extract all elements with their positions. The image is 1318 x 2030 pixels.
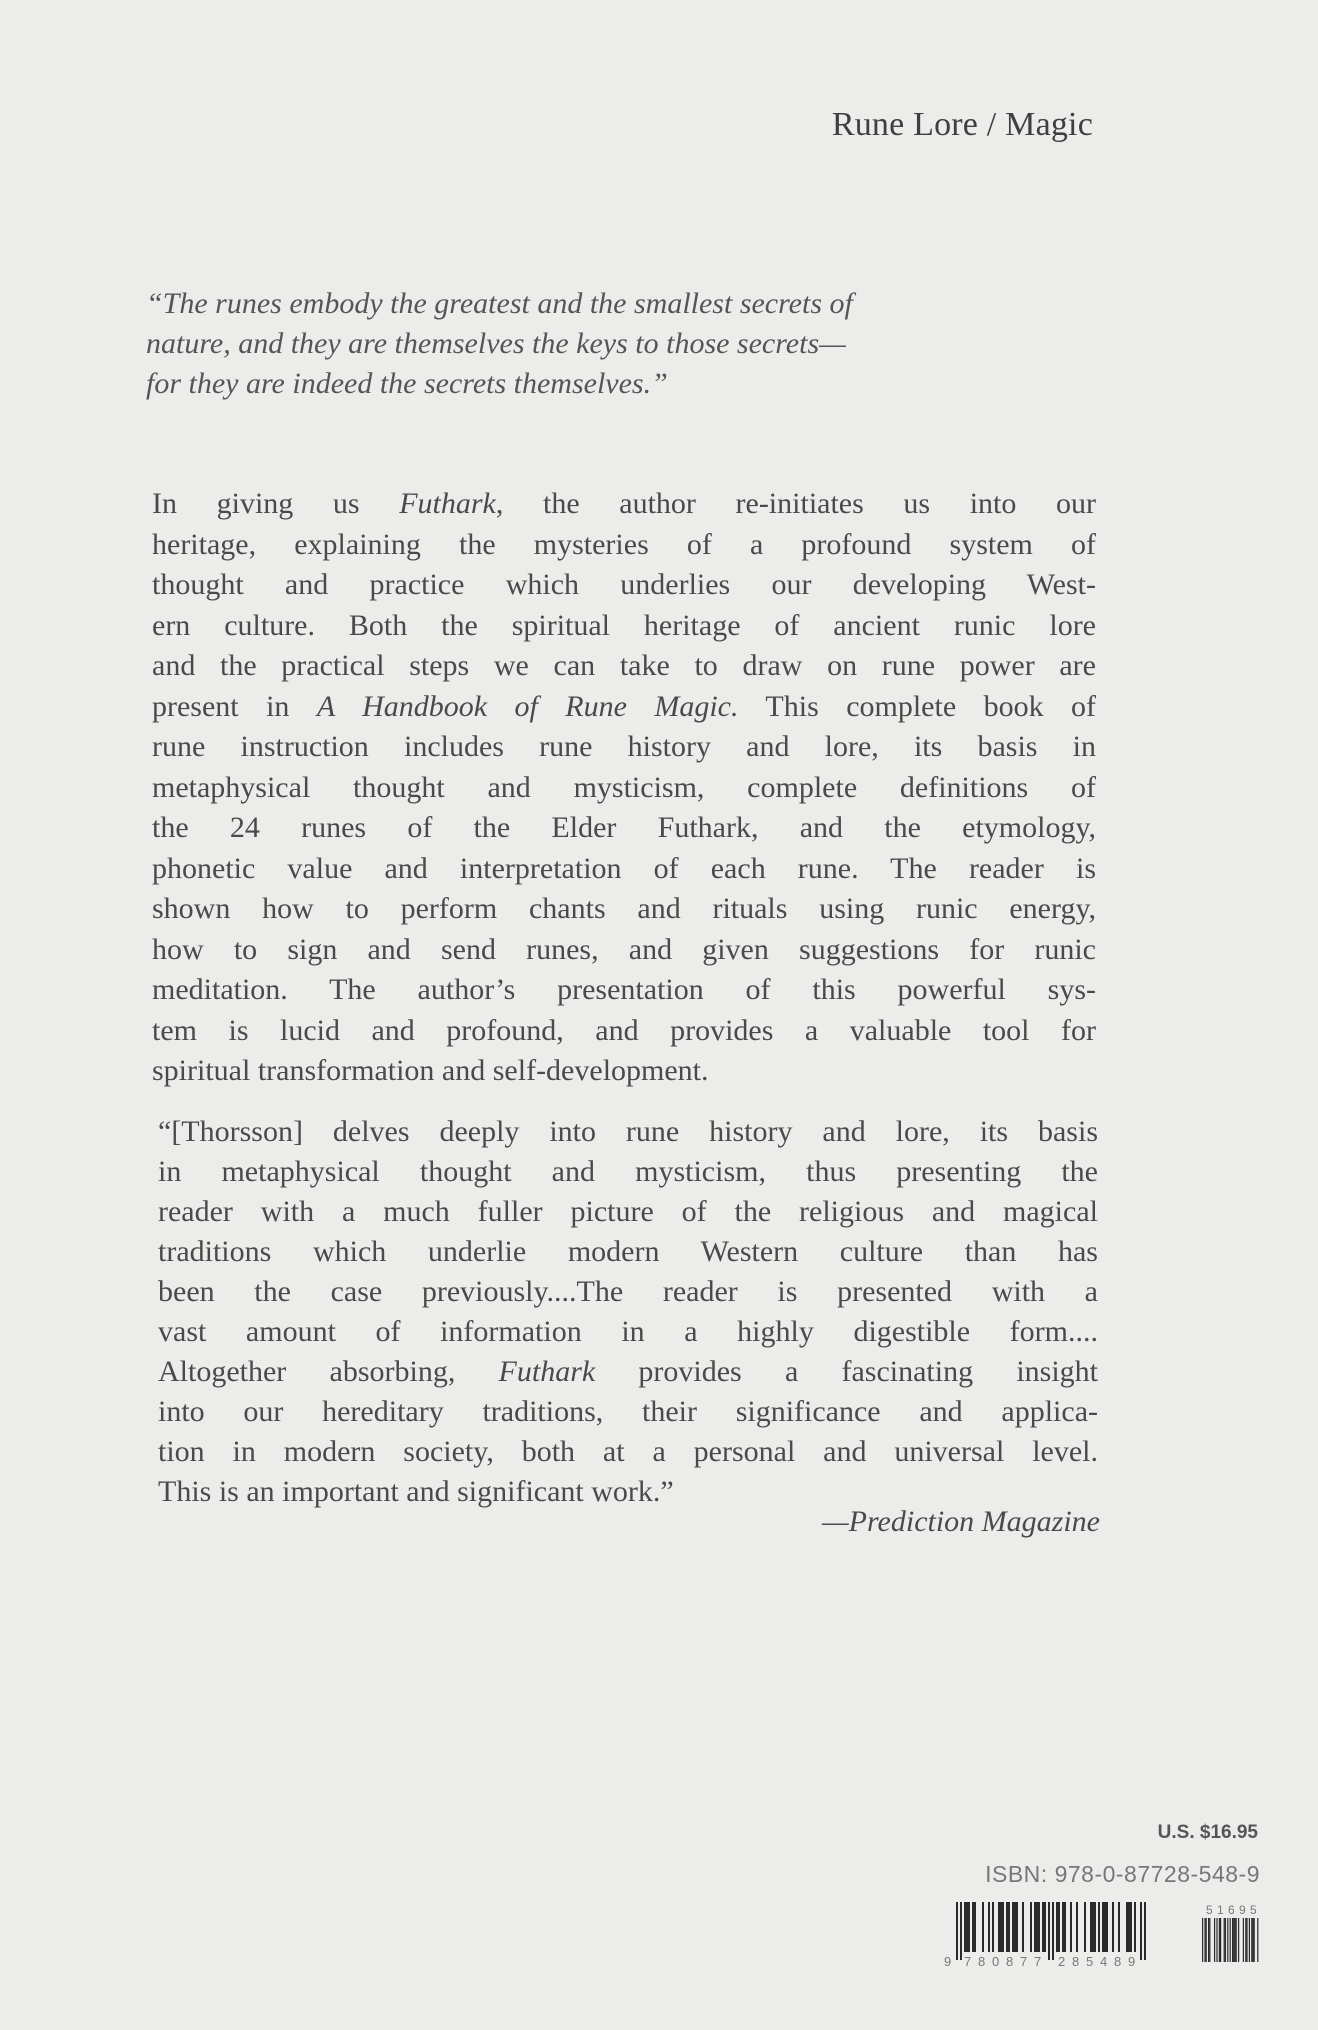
- text-line: rune instruction includes rune history and lore, its basis in: [152, 730, 1096, 763]
- barcode-bar: [1022, 1902, 1024, 1952]
- barcode-bar: [1052, 1902, 1054, 1960]
- barcode-bar: [1118, 1902, 1120, 1952]
- barcode-bar: [1128, 1902, 1130, 1952]
- text-line: reader with a much fuller picture of the religious and magical: [158, 1195, 1098, 1228]
- barcode-digit: 2: [1058, 1954, 1066, 1969]
- text-line: traditions which underlie modern Western culture than has: [158, 1235, 1098, 1268]
- barcode-bar: [1034, 1902, 1036, 1952]
- barcode-bar: [1038, 1902, 1040, 1952]
- barcode-bar: [1140, 1902, 1142, 1960]
- barcode-digit: 7: [964, 1954, 972, 1969]
- text-line: how to sign and send runes, and given suggestions for runic: [152, 932, 1096, 966]
- addon-bar: [1249, 1918, 1250, 1962]
- text-line: in metaphysical thought and mysticism, thus presenting the: [158, 1155, 1098, 1188]
- barcode-bar: [1012, 1902, 1014, 1952]
- text-line: metaphysical thought and mysticism, complete definitions of: [152, 770, 1096, 804]
- addon-bar: [1227, 1918, 1228, 1962]
- barcode-digit: 8: [978, 1954, 986, 1969]
- addon-bar: [1225, 1918, 1226, 1962]
- barcode-digit: 0: [992, 1954, 1000, 1969]
- italic-title: Futhark: [399, 487, 496, 520]
- text-line: In giving us Futhark, the author re-initiates us into our: [152, 487, 1096, 520]
- isbn-label: ISBN: 978-0-87728-548-9: [985, 1861, 1260, 1887]
- addon-bar: [1252, 1918, 1253, 1962]
- text-line: Altogether absorbing, Futhark provides a fascinating insight: [158, 1355, 1098, 1388]
- barcode-bar: [998, 1902, 1000, 1952]
- isbn-barcode: [944, 1900, 1264, 1970]
- barcode-bar: [1084, 1902, 1086, 1952]
- text-line: spiritual transformation and self-development.: [152, 1054, 709, 1087]
- addon-bar: [1232, 1918, 1233, 1962]
- barcode-bar: [1112, 1902, 1114, 1952]
- text-line: ern culture. Both the spiritual heritage of ancient runic lore: [152, 608, 1096, 642]
- addon-bar: [1216, 1918, 1217, 1962]
- text-line: and the practical steps we can take to draw on rune power are: [152, 649, 1096, 682]
- review-attribution: —Prediction Magazine: [821, 1505, 1100, 1538]
- barcode-bar: [1090, 1902, 1092, 1952]
- addon-bar: [1257, 1918, 1258, 1962]
- barcode-digit: 1: [1217, 1903, 1224, 1917]
- addon-bar: [1245, 1918, 1246, 1962]
- barcode-bar: [968, 1902, 970, 1952]
- text-line: This is an important and significant work.”: [158, 1475, 674, 1508]
- barcode-digit: 9: [1239, 1903, 1246, 1917]
- barcode-bar: [1134, 1902, 1136, 1952]
- text-line: phonetic value and interpretation of each rune. The reader is: [152, 851, 1096, 885]
- barcode-bar: [960, 1902, 962, 1960]
- addon-bar: [1254, 1918, 1255, 1962]
- barcode-bar: [1008, 1902, 1010, 1952]
- epigraph-line: “The runes embody the greatest and the smallest secrets of: [146, 287, 853, 320]
- text-line: meditation. The author’s presentation of this powerful sys-: [152, 973, 1096, 1006]
- barcode-digit: 4: [1100, 1954, 1108, 1969]
- addon-bar: [1238, 1918, 1239, 1962]
- addon-bar: [1251, 1918, 1252, 1962]
- text-line: the 24 runes of the Elder Futhark, and the etymology,: [152, 811, 1096, 844]
- barcode-digit: 5: [1250, 1903, 1257, 1917]
- barcode-bar: [1006, 1902, 1008, 1952]
- barcode-digit: 5: [1086, 1954, 1094, 1969]
- barcode-bar: [1062, 1902, 1064, 1952]
- barcode-bar: [1070, 1902, 1072, 1952]
- epigraph-quote: [146, 284, 1106, 404]
- text-line: tion in modern society, both at a personal and universal level.: [158, 1435, 1098, 1468]
- barcode-bar: [1048, 1902, 1050, 1960]
- text-line: shown how to perform chants and rituals using runic energy,: [152, 892, 1096, 925]
- barcode-digit: 7: [1034, 1954, 1042, 1969]
- barcode-bar: [1044, 1902, 1046, 1952]
- text-line: present in A Handbook of Rune Magic. This complete book of: [152, 689, 1097, 723]
- barcode-bar: [1106, 1902, 1108, 1952]
- addon-bar: [1220, 1918, 1221, 1962]
- barcode-bar: [1076, 1902, 1078, 1952]
- barcode-bar: [964, 1902, 966, 1952]
- text-line: “[Thorsson] delves deeply into rune history and lore, its basis: [158, 1115, 1098, 1148]
- italic-title: A Handbook of Rune Magic.: [316, 689, 739, 723]
- barcode-digit: 8: [1006, 1954, 1014, 1969]
- barcode-bar: [988, 1902, 990, 1952]
- text-line: thought and practice which underlies our developing West-: [152, 568, 1096, 601]
- barcode-bar: [1002, 1902, 1004, 1952]
- barcode-bar: [1016, 1902, 1018, 1952]
- barcode-digit: 7: [1020, 1954, 1028, 1969]
- barcode-bar: [1094, 1902, 1096, 1952]
- addon-bar: [1219, 1918, 1220, 1962]
- addon-bar: [1236, 1918, 1237, 1962]
- addon-bar: [1204, 1918, 1205, 1962]
- addon-bar: [1209, 1918, 1210, 1962]
- barcode-bar: [1092, 1902, 1094, 1952]
- barcode-bar: [956, 1902, 958, 1960]
- addon-bar: [1246, 1918, 1247, 1962]
- barcode-bar: [982, 1902, 984, 1952]
- text-line: been the case previously....The reader is presented with a: [158, 1275, 1098, 1308]
- addon-bar: [1202, 1918, 1203, 1962]
- barcode-bar: [1130, 1902, 1132, 1952]
- barcode-bar: [966, 1902, 968, 1952]
- barcode-digit: 6: [1228, 1903, 1235, 1917]
- barcode-digit: 8: [1072, 1954, 1080, 1969]
- text-line: into our hereditary traditions, their significance and applica-: [158, 1395, 1098, 1428]
- book-description: [152, 484, 1096, 1092]
- addon-bar: [1224, 1918, 1225, 1962]
- addon-bar: [1206, 1918, 1207, 1962]
- epigraph-line: for they are indeed the secrets themselves.”: [146, 367, 668, 400]
- barcode-digit: 9: [944, 1954, 952, 1969]
- text-line: heritage, explaining the mysteries of a profound system of: [152, 527, 1096, 561]
- barcode-bar: [1144, 1902, 1146, 1960]
- category-label: Rune Lore / Magic: [831, 106, 1093, 143]
- barcode-digit: 9: [1128, 1954, 1136, 1969]
- text-line: tem is lucid and profound, and provides a valuable tool for: [152, 1013, 1096, 1047]
- barcode-bar: [1014, 1902, 1016, 1952]
- barcode-bar: [992, 1902, 994, 1952]
- barcode-digit: 8: [1114, 1954, 1122, 1969]
- barcode-bar: [1030, 1902, 1032, 1952]
- addon-bar: [1234, 1918, 1235, 1962]
- epigraph-line: nature, and they are themselves the keys to those secrets—: [146, 327, 846, 360]
- barcode-bar: [1042, 1902, 1044, 1952]
- barcode-bar: [1104, 1902, 1106, 1952]
- barcode-bar: [1000, 1902, 1002, 1952]
- barcode-bar: [1036, 1902, 1038, 1952]
- addon-bar: [1214, 1918, 1215, 1962]
- barcode-bar: [1058, 1902, 1060, 1952]
- text-line: vast amount of information in a highly digestible form....: [158, 1315, 1098, 1348]
- barcode-bar: [972, 1902, 974, 1952]
- price-label: U.S. $16.95: [1157, 1822, 1258, 1843]
- barcode-bar: [1126, 1902, 1128, 1952]
- barcode-graphic: [944, 1900, 1264, 1970]
- barcode-bar: [1098, 1902, 1100, 1952]
- barcode-bar: [1064, 1902, 1066, 1952]
- addon-bar: [1233, 1918, 1234, 1962]
- addon-bar: [1230, 1918, 1231, 1962]
- italic-title: Futhark: [498, 1355, 596, 1388]
- review-quote: [158, 1112, 1098, 1512]
- barcode-bar: [1056, 1902, 1058, 1952]
- addon-bar: [1243, 1918, 1244, 1962]
- addon-bar: [1208, 1918, 1209, 1962]
- barcode-digit: 5: [1206, 1903, 1213, 1917]
- barcode-bar: [1102, 1902, 1104, 1952]
- barcode-bar: [974, 1902, 976, 1952]
